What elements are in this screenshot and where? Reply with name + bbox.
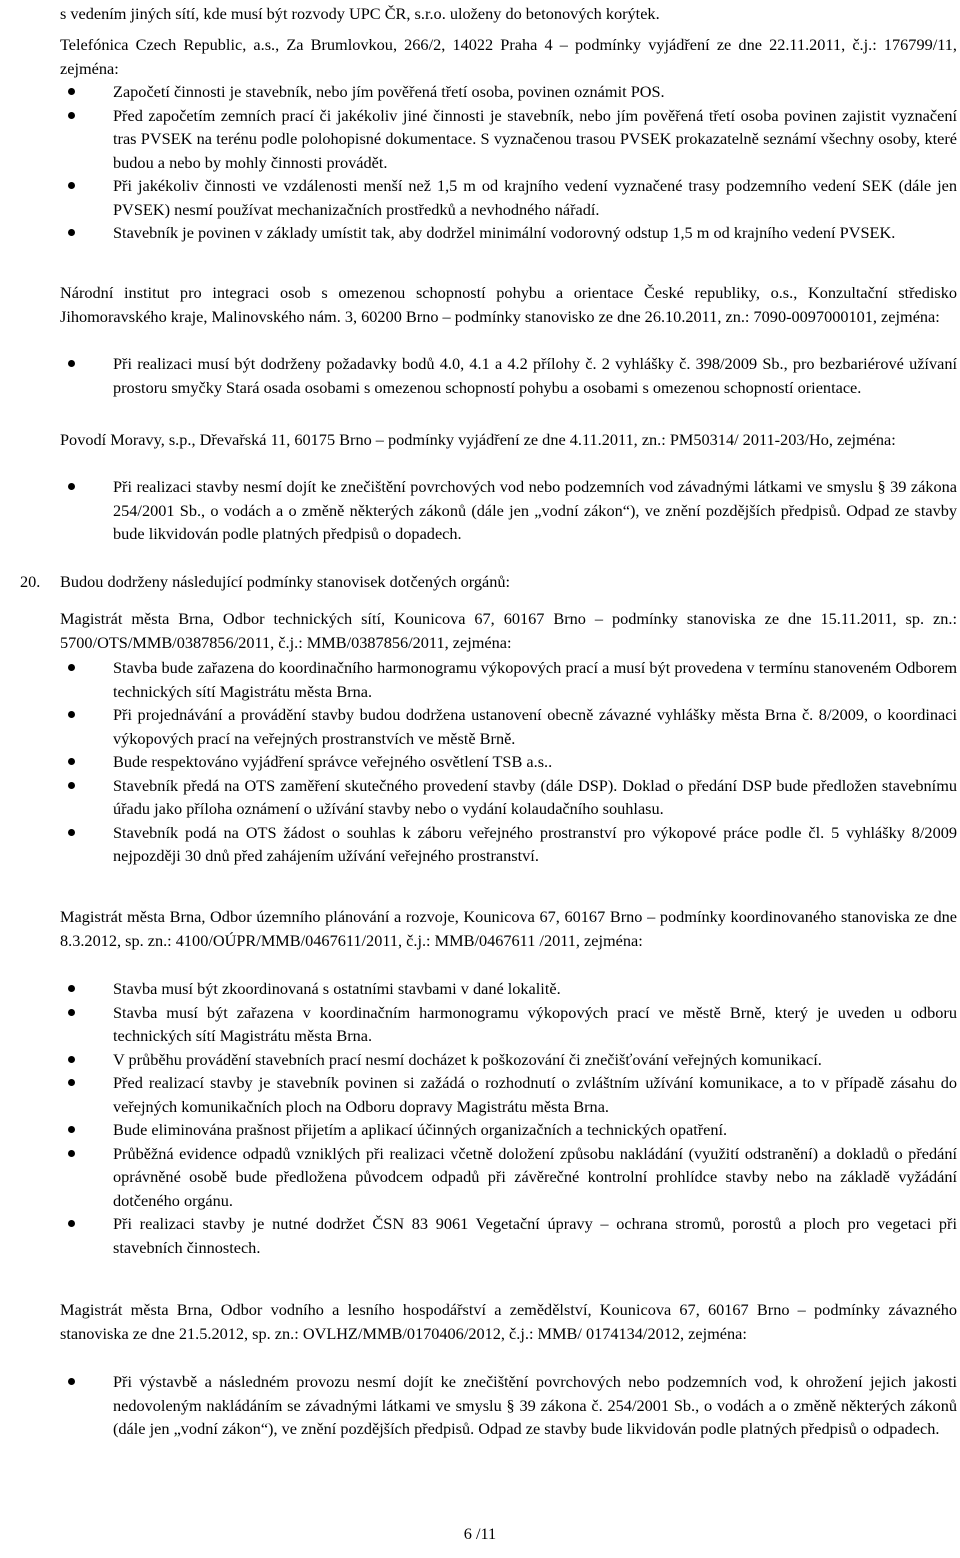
page-number: 6 /11 bbox=[463, 1524, 497, 1543]
oupr-intro: Magistrát města Brna, Odbor územního plánování a rozvoje, Kounicova 67, 60167 Brno – podmínky koordinovaného stanoviska ze dne 8.3.2012, sp. zn.: 4100/OÚPR/MMB/0467611/2011, č.j.: MMB/0467611 /2011, zejména: bbox=[60, 907, 957, 950]
ots-conditions bbox=[60, 656, 957, 868]
list-item: Při jakékoliv činnosti ve vzdálenosti menší než 1,5 m od krajního vedení vyznačené trasy podzemního vedení SEK (dále jen PVSEK) nesmí používat mechanizačních prostředků a nevhodného nářadí. bbox=[60, 174, 957, 221]
section-number: 20. bbox=[20, 572, 41, 591]
list-item: Bude respektováno vyjádření správce veřejného osvětlení TSB a.s.. bbox=[60, 750, 957, 774]
list-item: Stavebník je povinen v základy umístit tak, aby dodržel minimální vodorovný odstup 1,5 m od krajního vedení PVSEK. bbox=[60, 221, 957, 245]
list-item: Při realizaci musí být dodrženy požadavky bodů 4.0, 4.1 a 4.2 přílohy č. 2 vyhlášky č. 398/2009 Sb., pro bezbariérové užívaní prostoru smyčky Stará osada osobami s omezenou schopností pohybu a osobami s omezenou schopností orientace. bbox=[60, 352, 957, 399]
list-item: Při projednávání a provádění stavby budou dodržena ustanovení obecně závazné vyhlášky města Brna č. 8/2009, o koordinaci výkopových prací na veřejných prostranstvích ve městě Brně. bbox=[60, 703, 957, 750]
continuation-line: s vedením jiných sítí, kde musí být rozvody UPC ČR, s.r.o. uloženy do betonových korýtek. bbox=[60, 4, 660, 23]
povodi-conditions bbox=[60, 475, 957, 546]
povodi-intro: Povodí Moravy, s.p., Dřevařská 11, 60175 Brno – podmínky vyjádření ze dne 4.11.2011, zn.: PM50314/ 2011-203/Ho, zejména: bbox=[60, 430, 896, 449]
ots-intro: Magistrát města Brna, Odbor technických sítí, Kounicova 67, 60167 Brno – podmínky stanoviska ze dne 15.11.2011, sp. zn.: 5700/OTS/MMB/0387856/2011, č.j.: MMB/0387856/2011, zejména: bbox=[60, 609, 957, 652]
list-item: Započetí činnosti je stavebník, nebo jím pověřená třetí osoba, povinen oznámit POS. bbox=[60, 80, 957, 104]
list-item: Stavebník předá na OTS zaměření skutečného provedení stavby (dále DSP). Doklad o předání DSP bude předložen stavebnímu úřadu jako příloha oznámení o užívání stavby nebo o vydání kolaudačního souhlasu. bbox=[60, 774, 957, 821]
list-item: Průběžná evidence odpadů vzniklých při realizaci včetně doložení způsobu nakládání (využití odstranění) a dokladů o předání oprávněné osobě bude předložena původcem odpadů při závěrečné kontrolní prohlídce stavby nebo na základě vyžádání dotčeného orgánu. bbox=[60, 1142, 957, 1213]
list-item: Stavebník podá na OTS žádost o souhlas k záboru veřejného prostranství pro výkopové práce podle čl. 5 vyhlášky 8/2009 nejpozději 30 dnů před zahájením užívání veřejného prostranství. bbox=[60, 821, 957, 868]
telefonica-intro: Telefónica Czech Republic, a.s., Za Brumlovkou, 266/2, 14022 Praha 4 – podmínky vyjádření ze dne 22.11.2011, č.j.: 176799/11, zejména: bbox=[60, 35, 957, 78]
list-item: Před realizací stavby je stavebník povinen si zažádá o rozhodnutí o zvláštním užívání komunikace, a to v případě zásahu do veřejných komunikačních ploch na Odboru dopravy Magistrátu města Brna. bbox=[60, 1071, 957, 1118]
nipos-conditions bbox=[60, 352, 957, 399]
list-item: Bude eliminována prašnost přijetím a aplikací účinných organizačních a technických opatření. bbox=[60, 1118, 957, 1142]
telefonica-conditions bbox=[60, 80, 957, 245]
list-item: Při realizaci stavby je nutné dodržet ČSN 83 9061 Vegetační úpravy – ochrana stromů, porostů a ploch pro vegetaci při stavebních činnostech. bbox=[60, 1212, 957, 1259]
list-item: Při výstavbě a následném provozu nesmí dojít ke znečištění povrchových nebo podzemních vod, k ohrožení jejich jakosti nedovoleným nakládáním se závadnými látkami ve smyslu § 39 zákona č. 254/2001 Sb., o vodách a o změně některých zákonů (dále jen „vodní zákon“), ve znění pozdějších předpisů. Odpad ze stavby bude likvidován podle platných předpisů o odpadech. bbox=[60, 1370, 957, 1441]
ovlhz-conditions bbox=[60, 1370, 957, 1441]
list-item: Stavba musí být zařazena v koordinačním harmonogramu výkopových prací ve městě Brně, který je uveden u odboru technických sítí Magistrátu města Brna. bbox=[60, 1001, 957, 1048]
list-item: Stavba musí být zkoordinovaná s ostatními stavbami v dané lokalitě. bbox=[60, 977, 957, 1001]
nipos-intro: Národní institut pro integraci osob s omezenou schopností pohybu a orientace České republiky, o.s., Konzultační středisko Jihomoravského kraje, Malinovského nám. 3, 60200 Brno – podmínky stanovisko ze dne 26.10.2011, zn.: 7090-0097000101, zejména: bbox=[60, 283, 957, 326]
section-20-heading bbox=[20, 570, 957, 594]
section-heading: Budou dodrženy následující podmínky stanovisek dotčených orgánů: bbox=[60, 572, 511, 591]
list-item: Stavba bude zařazena do koordinačního harmonogramu výkopových prací a musí být provedena v termínu stanoveném Odborem technických sítí Magistrátu města Brna. bbox=[60, 656, 957, 703]
oupr-conditions bbox=[60, 977, 957, 1259]
ovlhz-intro: Magistrát města Brna, Odbor vodního a lesního hospodářství a zemědělství, Kounicova 67, 60167 Brno – podmínky závazného stanoviska ze dne 21.5.2012, sp. zn.: OVLHZ/MMB/0170406/2012, č.j.: MMB/ 0174134/2012, zejména: bbox=[60, 1300, 957, 1343]
list-item: Při realizaci stavby nesmí dojít ke znečištění povrchových vod nebo podzemních vod závadnými látkami ve smyslu § 39 zákona 254/2001 Sb., o vodách a o změně některých zákonů (dále jen „vodní zákon“), ve znění pozdějších předpisů. Odpad ze stavby bude likvidován podle platných předpisů o dopadech. bbox=[60, 475, 957, 546]
list-item: V průběhu provádění stavebních prací nesmí docházet k poškozování či znečišťování veřejných komunikací. bbox=[60, 1048, 957, 1072]
list-item: Před započetím zemních prací či jakékoliv jiné činnosti je stavebník, nebo jím pověřená třetí osoba povinen zajistit vyznačení tras PVSEK na terénu podle polohopisné dokumentace. S vyznačenou trasou PVSEK prokazatelně seznámí všechny osoby, které budou a nebo by mohly činnosti provádět. bbox=[60, 104, 957, 175]
